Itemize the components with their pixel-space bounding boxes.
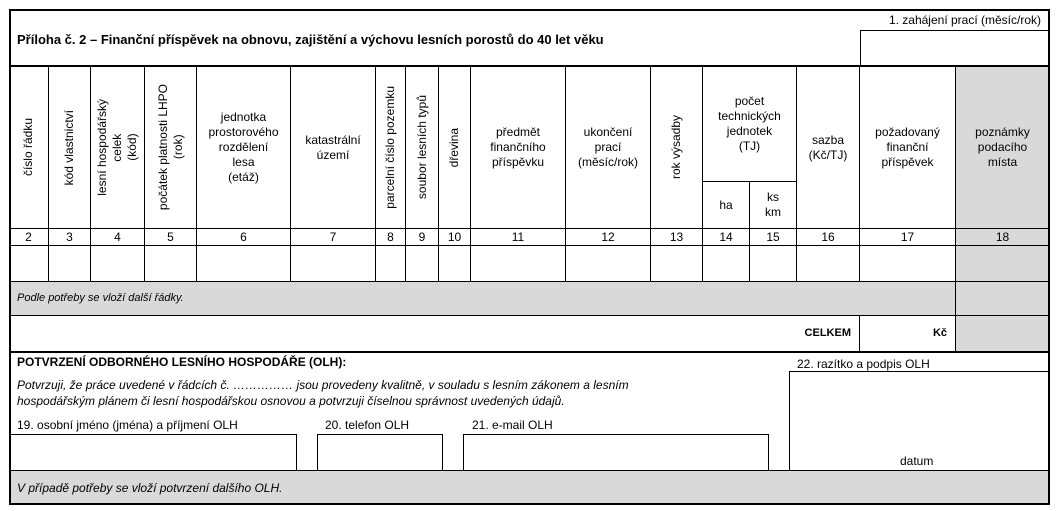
col-number-6: 6 [197, 229, 291, 246]
col-number-9: 9 [406, 229, 439, 246]
data-cell-col-3[interactable] [49, 246, 91, 282]
col-header-planting-year [651, 67, 703, 229]
col-header-label: katastrální území [305, 132, 361, 162]
olh-phone-field[interactable] [317, 434, 443, 470]
data-cell-col-15[interactable] [750, 246, 797, 282]
col-header-filing-office-notes [956, 67, 1050, 229]
col-header-row-number [9, 67, 49, 229]
olh-stamp-label: 22. razítko a podpis OLH [797, 357, 930, 371]
data-cell-col-10[interactable] [439, 246, 471, 282]
col-header-tj-ks-km [750, 182, 797, 229]
col-header-label: sazba (Kč/TJ) [808, 132, 848, 162]
start-date-field[interactable] [860, 30, 1050, 65]
more-olh-row [9, 470, 1050, 505]
data-cell-col-18 [956, 246, 1050, 282]
more-olh-note: V případě potřeby se vloží potvrzení dalšího OLH. [17, 481, 283, 495]
col-number-18: 18 [956, 229, 1050, 246]
data-cell-col-7[interactable] [291, 246, 376, 282]
data-cell-col-2[interactable] [9, 246, 49, 282]
col-number-13: 13 [651, 229, 703, 246]
col-header-label: poznámky podacího místa [975, 125, 1030, 169]
col-number-4: 4 [91, 229, 145, 246]
col-header-label: počátek platnosti LHPO (rok) [155, 84, 185, 211]
data-cell-col-14[interactable] [703, 246, 750, 282]
col-number-16: 16 [797, 229, 860, 246]
col-header-rate [797, 67, 860, 229]
col-header-requested-contribution [860, 67, 956, 229]
data-cell-col-13[interactable] [651, 246, 703, 282]
data-cell-col-5[interactable] [145, 246, 197, 282]
start-date-label: 1. zahájení prací (měsíc/rok) [888, 13, 1041, 27]
data-cell-col-9[interactable] [406, 246, 439, 282]
col-header-label: parcelní číslo pozemku [383, 86, 397, 209]
col-header-forest-management-unit [91, 67, 145, 229]
col-number-11: 11 [471, 229, 566, 246]
note-row-notes-cell [956, 282, 1050, 316]
col-header-contribution-subject [471, 67, 566, 229]
olh-statement: Potvrzuji, že práce uvedené v řádcích č. …………… jsou provedeny kvalitně, v souladu s lesním zákonem a lesním hospodářským plánem či lesní hospodářskou osnovou a potvrzuji číselnou správnost uvedených údajů. [17, 378, 629, 408]
data-cell-col-4[interactable] [91, 246, 145, 282]
col-number-17: 17 [860, 229, 956, 246]
olh-name-label: 19. osobní jméno (jména) a příjmení OLH [17, 418, 238, 432]
form-page [9, 9, 1050, 505]
olh-date-label: datum [900, 454, 934, 468]
total-amount-field[interactable] [860, 316, 956, 352]
olh-heading: POTVRZENÍ ODBORNÉHO LESNÍHO HOSPODÁŘE (OLH): [17, 355, 347, 369]
olh-name-field[interactable] [9, 434, 297, 470]
col-number-15: 15 [750, 229, 797, 246]
col-number-2: 2 [9, 229, 49, 246]
col-header-work-completion [566, 67, 651, 229]
col-number-14: 14 [703, 229, 750, 246]
table-bottom-divider [9, 351, 1050, 353]
col-header-label: jednotka prostorového rozdělení lesa (etáž) [208, 110, 279, 184]
total-row-notes-cell [956, 316, 1050, 352]
col-header-cadastral-area [291, 67, 376, 229]
col-header-label: požadovaný finanční příspěvek [875, 125, 940, 169]
col-header-spatial-unit [197, 67, 291, 229]
form-header [9, 9, 1050, 67]
col-number-10: 10 [439, 229, 471, 246]
col-number-12: 12 [566, 229, 651, 246]
col-header-label: dřevina [447, 127, 461, 168]
total-label: CELKEM [804, 327, 851, 339]
col-header-label: kód vlastnictví [62, 109, 76, 186]
col-header-label: číslo řádku [21, 118, 35, 177]
col-header-technical-units-group [703, 67, 797, 182]
olh-phone-label: 20. telefon OLH [325, 418, 410, 432]
col-number-3: 3 [49, 229, 91, 246]
contribution-table [9, 67, 1050, 352]
col-header-label: ks km [765, 190, 781, 219]
data-cell-col-11[interactable] [471, 246, 566, 282]
olh-email-field[interactable] [463, 434, 769, 470]
col-number-7: 7 [291, 229, 376, 246]
form-title: Příloha č. 2 – Finanční příspěvek na obnovu, zajištění a výchovu lesních porostů do 40 let věku [17, 32, 604, 47]
total-label-cell [9, 316, 860, 352]
data-cell-col-16[interactable] [797, 246, 860, 282]
total-currency: Kč [932, 327, 947, 339]
more-rows-note: Podle potřeby se vloží další řádky. [9, 282, 956, 316]
col-header-label: počet technických jednotek (TJ) [718, 94, 781, 153]
col-header-ownership-code [49, 67, 91, 229]
col-header-label: předmět finančního příspěvku [490, 125, 546, 169]
col-header-label: ha [719, 197, 733, 212]
data-cell-col-6[interactable] [197, 246, 291, 282]
col-number-5: 5 [145, 229, 197, 246]
data-cell-col-12[interactable] [566, 246, 651, 282]
data-cell-col-17[interactable] [860, 246, 956, 282]
col-header-forest-type-group [406, 67, 439, 229]
col-header-tj-ha [703, 182, 750, 229]
col-header-tree-species [439, 67, 471, 229]
col-number-8: 8 [376, 229, 406, 246]
data-cell-col-8[interactable] [376, 246, 406, 282]
col-header-label: ukončení prací (měsíc/rok) [578, 125, 638, 169]
col-header-label: soubor lesních typů [414, 95, 429, 200]
col-header-label: rok výsadby [669, 115, 683, 180]
olh-email-label: 21. e-mail OLH [472, 418, 553, 432]
col-header-lhpo-validity-start [145, 67, 197, 229]
col-header-label: lesní hospodářský celek (kód) [95, 99, 139, 196]
col-header-parcel-number [376, 67, 406, 229]
